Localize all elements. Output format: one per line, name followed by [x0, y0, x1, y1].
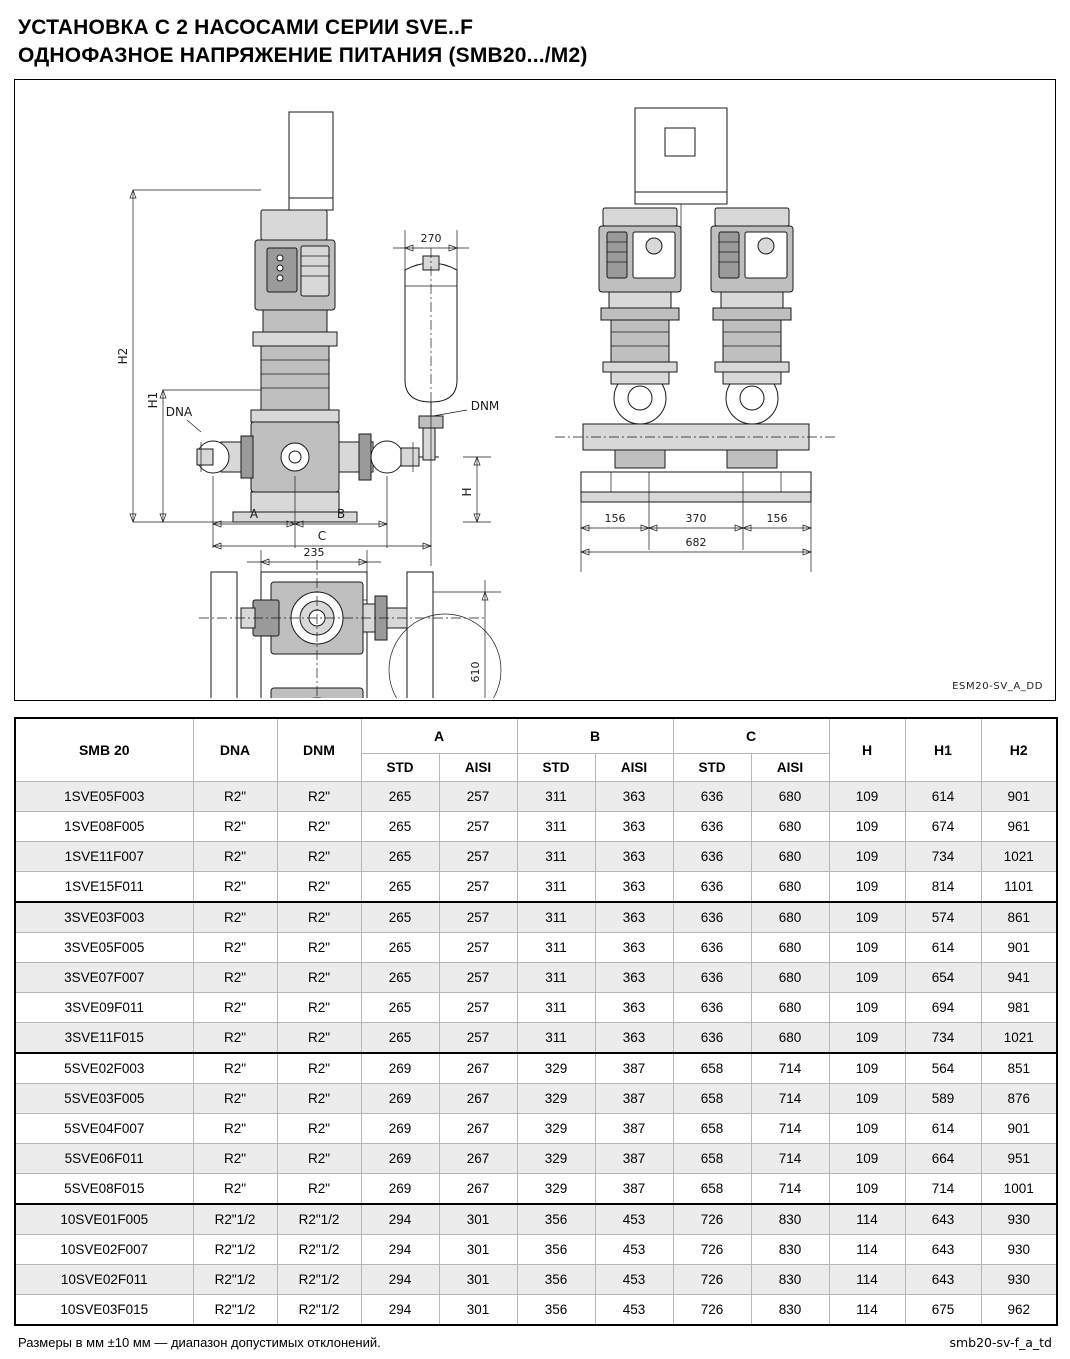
cell-dna: R2" — [193, 902, 277, 933]
cell-model: 10SVE02F011 — [15, 1265, 193, 1295]
cell-c_std: 658 — [673, 1053, 751, 1084]
cell-model: 3SVE07F007 — [15, 963, 193, 993]
cell-b_std: 329 — [517, 1114, 595, 1144]
cell-c_std: 636 — [673, 842, 751, 872]
table-row — [15, 1265, 1057, 1295]
cell-h2: 930 — [981, 1265, 1057, 1295]
cell-a_aisi: 257 — [439, 782, 517, 812]
cell-model: 1SVE11F007 — [15, 842, 193, 872]
cell-c_std: 636 — [673, 993, 751, 1023]
technical-drawing — [14, 79, 1056, 701]
cell-h2: 1021 — [981, 1023, 1057, 1054]
cell-a_aisi: 267 — [439, 1114, 517, 1144]
cell-model: 5SVE04F007 — [15, 1114, 193, 1144]
cell-c_std: 726 — [673, 1204, 751, 1235]
cell-b_std: 356 — [517, 1265, 595, 1295]
cell-c_std: 726 — [673, 1265, 751, 1295]
cell-a_std: 265 — [361, 963, 439, 993]
cell-a_std: 294 — [361, 1295, 439, 1326]
cell-dnm: R2" — [277, 1114, 361, 1144]
dim-base-total: 682 — [685, 536, 707, 550]
cell-c_std: 636 — [673, 872, 751, 903]
th-c-std: STD — [673, 754, 751, 782]
cell-b_aisi: 363 — [595, 902, 673, 933]
table-row — [15, 782, 1057, 812]
cell-dnm: R2" — [277, 993, 361, 1023]
label-dnm: DNM — [470, 399, 500, 414]
th-h2: H2 — [981, 718, 1057, 782]
label-dna: DNA — [165, 405, 193, 420]
cell-c_std: 658 — [673, 1174, 751, 1205]
table-row — [15, 1144, 1057, 1174]
cell-b_std: 356 — [517, 1235, 595, 1265]
th-a: A — [361, 718, 517, 754]
cell-dna: R2" — [193, 993, 277, 1023]
dimensions-table — [14, 717, 1058, 1326]
table-row — [15, 842, 1057, 872]
cell-b_std: 311 — [517, 933, 595, 963]
cell-h1: 814 — [905, 872, 981, 903]
cell-c_std: 658 — [673, 1084, 751, 1114]
cell-model: 3SVE05F005 — [15, 933, 193, 963]
cell-dna: R2" — [193, 1053, 277, 1084]
cell-dnm: R2" — [277, 782, 361, 812]
cell-dna: R2" — [193, 1174, 277, 1205]
cell-b_std: 329 — [517, 1084, 595, 1114]
cell-h: 109 — [829, 1053, 905, 1084]
cell-dnm: R2" — [277, 933, 361, 963]
cell-c_aisi: 680 — [751, 993, 829, 1023]
cell-a_std: 294 — [361, 1235, 439, 1265]
cell-c_std: 636 — [673, 812, 751, 842]
cell-model: 5SVE06F011 — [15, 1144, 193, 1174]
cell-b_aisi: 363 — [595, 963, 673, 993]
cell-c_aisi: 680 — [751, 812, 829, 842]
th-h1: H1 — [905, 718, 981, 782]
cell-a_std: 265 — [361, 902, 439, 933]
cell-h1: 614 — [905, 933, 981, 963]
cell-dnm: R2"1/2 — [277, 1204, 361, 1235]
cell-h1: 734 — [905, 1023, 981, 1054]
cell-c_aisi: 714 — [751, 1144, 829, 1174]
cell-model: 1SVE05F003 — [15, 782, 193, 812]
cell-a_aisi: 267 — [439, 1053, 517, 1084]
table-row — [15, 993, 1057, 1023]
cell-b_aisi: 363 — [595, 993, 673, 1023]
cell-h2: 851 — [981, 1053, 1057, 1084]
cell-dnm: R2" — [277, 1174, 361, 1205]
cell-b_std: 329 — [517, 1053, 595, 1084]
cell-dna: R2" — [193, 1144, 277, 1174]
cell-h: 114 — [829, 1265, 905, 1295]
cell-b_std: 311 — [517, 1023, 595, 1054]
cell-a_aisi: 267 — [439, 1084, 517, 1114]
cell-h2: 930 — [981, 1204, 1057, 1235]
cell-a_std: 265 — [361, 872, 439, 903]
cell-b_std: 311 — [517, 812, 595, 842]
cell-dna: R2"1/2 — [193, 1235, 277, 1265]
cell-a_aisi: 257 — [439, 842, 517, 872]
cell-h: 109 — [829, 963, 905, 993]
cell-b_aisi: 387 — [595, 1174, 673, 1205]
dim-tank-width: 270 — [420, 232, 442, 246]
dim-base-right: 156 — [766, 512, 788, 526]
cell-c_aisi: 680 — [751, 963, 829, 993]
cell-h1: 574 — [905, 902, 981, 933]
cell-a_aisi: 257 — [439, 933, 517, 963]
cell-h2: 981 — [981, 993, 1057, 1023]
cell-dnm: R2" — [277, 812, 361, 842]
front-view-group — [555, 108, 835, 572]
cell-c_aisi: 680 — [751, 842, 829, 872]
cell-model: 3SVE09F011 — [15, 993, 193, 1023]
dim-h2-label: H2 — [116, 348, 130, 365]
cell-h2: 1001 — [981, 1174, 1057, 1205]
cell-dna: R2" — [193, 812, 277, 842]
th-h: H — [829, 718, 905, 782]
cell-a_aisi: 301 — [439, 1295, 517, 1326]
cell-dna: R2" — [193, 1084, 277, 1114]
cell-c_std: 636 — [673, 933, 751, 963]
cell-c_aisi: 680 — [751, 902, 829, 933]
dimensions-table-wrap — [14, 717, 1056, 1326]
cell-c_aisi: 714 — [751, 1084, 829, 1114]
cell-h2: 861 — [981, 902, 1057, 933]
cell-a_std: 294 — [361, 1265, 439, 1295]
table-row — [15, 933, 1057, 963]
table-row — [15, 1295, 1057, 1326]
cell-model: 5SVE03F005 — [15, 1084, 193, 1114]
cell-model: 1SVE15F011 — [15, 872, 193, 903]
cell-a_std: 265 — [361, 1023, 439, 1054]
cell-h: 109 — [829, 1144, 905, 1174]
cell-h2: 901 — [981, 933, 1057, 963]
th-b: B — [517, 718, 673, 754]
th-a-std: STD — [361, 754, 439, 782]
cell-model: 10SVE02F007 — [15, 1235, 193, 1265]
cell-b_aisi: 387 — [595, 1053, 673, 1084]
cell-dna: R2"1/2 — [193, 1204, 277, 1235]
cell-h: 109 — [829, 1174, 905, 1205]
cell-dna: R2" — [193, 782, 277, 812]
table-row — [15, 902, 1057, 933]
cell-dnm: R2"1/2 — [277, 1235, 361, 1265]
cell-h: 109 — [829, 993, 905, 1023]
cell-a_std: 269 — [361, 1114, 439, 1144]
cell-h: 109 — [829, 872, 905, 903]
table-row — [15, 812, 1057, 842]
cell-c_aisi: 830 — [751, 1235, 829, 1265]
cell-a_aisi: 257 — [439, 993, 517, 1023]
cell-h1: 734 — [905, 842, 981, 872]
plan-view-group — [199, 546, 501, 698]
cell-h: 114 — [829, 1235, 905, 1265]
cell-b_aisi: 453 — [595, 1235, 673, 1265]
cell-a_aisi: 257 — [439, 902, 517, 933]
cell-dnm: R2" — [277, 902, 361, 933]
footer-note: Размеры в мм ±10 мм — диапазон допустимых отклонений. — [18, 1335, 381, 1351]
cell-c_aisi: 680 — [751, 1023, 829, 1054]
footer-code: smb20-sv-f_a_td — [949, 1335, 1052, 1351]
cell-dnm: R2" — [277, 1023, 361, 1054]
table-row — [15, 1204, 1057, 1235]
cell-a_std: 265 — [361, 933, 439, 963]
cell-a_aisi: 301 — [439, 1265, 517, 1295]
dim-front-height: 610 — [469, 661, 482, 683]
table-row — [15, 963, 1057, 993]
cell-a_std: 269 — [361, 1174, 439, 1205]
cell-a_aisi: 257 — [439, 812, 517, 842]
cell-dnm: R2" — [277, 963, 361, 993]
cell-h: 114 — [829, 1295, 905, 1326]
th-dna: DNA — [193, 718, 277, 782]
cell-a_std: 269 — [361, 1053, 439, 1084]
table-row — [15, 1023, 1057, 1054]
cell-h: 109 — [829, 1084, 905, 1114]
cell-c_aisi: 680 — [751, 933, 829, 963]
cell-h1: 714 — [905, 1174, 981, 1205]
cell-b_aisi: 387 — [595, 1084, 673, 1114]
th-a-aisi: AISI — [439, 754, 517, 782]
dim-base-left: 156 — [604, 512, 626, 526]
cell-h: 114 — [829, 1204, 905, 1235]
cell-a_std: 265 — [361, 782, 439, 812]
side-view-group — [116, 112, 499, 566]
cell-a_std: 265 — [361, 842, 439, 872]
cell-c_aisi: 830 — [751, 1295, 829, 1326]
cell-c_std: 636 — [673, 1023, 751, 1054]
cell-h: 109 — [829, 842, 905, 872]
cell-h1: 589 — [905, 1084, 981, 1114]
cell-dnm: R2"1/2 — [277, 1265, 361, 1295]
cell-h2: 1021 — [981, 842, 1057, 872]
cell-model: 1SVE08F005 — [15, 812, 193, 842]
cell-dna: R2" — [193, 963, 277, 993]
footer — [14, 1335, 1056, 1350]
cell-c_aisi: 830 — [751, 1204, 829, 1235]
cell-h: 109 — [829, 933, 905, 963]
cell-h: 109 — [829, 1114, 905, 1144]
table-row — [15, 1084, 1057, 1114]
cell-b_aisi: 363 — [595, 782, 673, 812]
cell-h1: 564 — [905, 1053, 981, 1084]
cell-dna: R2" — [193, 1114, 277, 1144]
cell-dna: R2" — [193, 872, 277, 903]
cell-h: 109 — [829, 902, 905, 933]
dim-h1-label: H1 — [146, 392, 160, 409]
cell-h2: 961 — [981, 812, 1057, 842]
dim-c-label: C — [317, 529, 327, 544]
cell-h: 109 — [829, 782, 905, 812]
cell-b_aisi: 363 — [595, 872, 673, 903]
cell-h2: 930 — [981, 1235, 1057, 1265]
cell-b_aisi: 363 — [595, 933, 673, 963]
cell-a_aisi: 257 — [439, 872, 517, 903]
drawing-svg — [15, 80, 1055, 698]
cell-b_std: 311 — [517, 842, 595, 872]
cell-dna: R2"1/2 — [193, 1295, 277, 1326]
th-dnm: DNM — [277, 718, 361, 782]
cell-b_std: 311 — [517, 902, 595, 933]
table-row — [15, 1235, 1057, 1265]
cell-h: 109 — [829, 1023, 905, 1054]
cell-c_aisi: 830 — [751, 1265, 829, 1295]
cell-c_std: 726 — [673, 1235, 751, 1265]
cell-h2: 876 — [981, 1084, 1057, 1114]
th-c: C — [673, 718, 829, 754]
cell-model: 5SVE08F015 — [15, 1174, 193, 1205]
cell-b_std: 329 — [517, 1174, 595, 1205]
dim-base-mid: 370 — [685, 512, 707, 526]
cell-b_std: 356 — [517, 1204, 595, 1235]
cell-a_aisi: 267 — [439, 1144, 517, 1174]
cell-a_std: 294 — [361, 1204, 439, 1235]
cell-a_std: 265 — [361, 993, 439, 1023]
cell-b_std: 311 — [517, 782, 595, 812]
cell-model: 5SVE02F003 — [15, 1053, 193, 1084]
th-b-std: STD — [517, 754, 595, 782]
cell-h2: 941 — [981, 963, 1057, 993]
cell-dna: R2" — [193, 842, 277, 872]
cell-dnm: R2" — [277, 872, 361, 903]
cell-c_std: 658 — [673, 1114, 751, 1144]
cell-h1: 643 — [905, 1204, 981, 1235]
cell-b_std: 311 — [517, 963, 595, 993]
cell-a_std: 265 — [361, 812, 439, 842]
cell-dnm: R2" — [277, 842, 361, 872]
cell-b_aisi: 363 — [595, 1023, 673, 1054]
dim-b-label: B — [336, 507, 346, 522]
cell-h1: 674 — [905, 812, 981, 842]
cell-c_std: 636 — [673, 782, 751, 812]
dim-a-label: A — [249, 507, 259, 522]
title-line-2: ОДНОФАЗНОЕ НАПРЯЖЕНИЕ ПИТАНИЯ (SMB20.../M2) — [18, 43, 588, 67]
cell-c_aisi: 714 — [751, 1053, 829, 1084]
cell-a_aisi: 267 — [439, 1174, 517, 1205]
cell-h1: 643 — [905, 1235, 981, 1265]
cell-c_std: 726 — [673, 1295, 751, 1326]
cell-h1: 643 — [905, 1265, 981, 1295]
cell-c_std: 636 — [673, 902, 751, 933]
cell-h1: 664 — [905, 1144, 981, 1174]
cell-model: 10SVE01F005 — [15, 1204, 193, 1235]
th-c-aisi: AISI — [751, 754, 829, 782]
dim-h-label: H — [460, 487, 474, 497]
table-body — [15, 782, 1057, 1326]
cell-a_aisi: 301 — [439, 1235, 517, 1265]
cell-b_std: 356 — [517, 1295, 595, 1326]
cell-c_std: 658 — [673, 1144, 751, 1174]
cell-h2: 901 — [981, 782, 1057, 812]
cell-h2: 962 — [981, 1295, 1057, 1326]
cell-b_aisi: 453 — [595, 1265, 673, 1295]
dim-depth: 235 — [303, 546, 325, 560]
cell-b_std: 311 — [517, 993, 595, 1023]
drawing-code: ESM20-SV_A_DD — [952, 681, 1043, 693]
table-row — [15, 872, 1057, 903]
cell-b_std: 329 — [517, 1144, 595, 1174]
page-title — [14, 0, 1056, 69]
cell-model: 3SVE11F015 — [15, 1023, 193, 1054]
cell-b_aisi: 387 — [595, 1114, 673, 1144]
cell-a_aisi: 257 — [439, 963, 517, 993]
cell-model: 10SVE03F015 — [15, 1295, 193, 1326]
th-b-aisi: AISI — [595, 754, 673, 782]
cell-b_aisi: 363 — [595, 842, 673, 872]
cell-b_aisi: 453 — [595, 1295, 673, 1326]
cell-a_aisi: 301 — [439, 1204, 517, 1235]
cell-b_aisi: 363 — [595, 812, 673, 842]
cell-dnm: R2" — [277, 1144, 361, 1174]
cell-c_aisi: 680 — [751, 782, 829, 812]
table-row — [15, 1114, 1057, 1144]
cell-dna: R2" — [193, 1023, 277, 1054]
cell-c_aisi: 680 — [751, 872, 829, 903]
cell-h: 109 — [829, 812, 905, 842]
cell-a_aisi: 257 — [439, 1023, 517, 1054]
th-model: SMB 20 — [15, 718, 193, 782]
cell-h2: 1101 — [981, 872, 1057, 903]
cell-dnm: R2"1/2 — [277, 1295, 361, 1326]
cell-b_aisi: 387 — [595, 1144, 673, 1174]
cell-h1: 654 — [905, 963, 981, 993]
cell-a_std: 269 — [361, 1084, 439, 1114]
cell-b_aisi: 453 — [595, 1204, 673, 1235]
cell-dna: R2"1/2 — [193, 1265, 277, 1295]
table-row — [15, 1053, 1057, 1084]
cell-c_aisi: 714 — [751, 1114, 829, 1144]
cell-b_std: 311 — [517, 872, 595, 903]
table-head — [15, 718, 1057, 782]
cell-h2: 951 — [981, 1144, 1057, 1174]
cell-h2: 901 — [981, 1114, 1057, 1144]
cell-model: 3SVE03F003 — [15, 902, 193, 933]
table-row — [15, 1174, 1057, 1205]
cell-h1: 675 — [905, 1295, 981, 1326]
cell-dna: R2" — [193, 933, 277, 963]
cell-c_std: 636 — [673, 963, 751, 993]
cell-dnm: R2" — [277, 1053, 361, 1084]
cell-h1: 694 — [905, 993, 981, 1023]
cell-dnm: R2" — [277, 1084, 361, 1114]
cell-h1: 614 — [905, 782, 981, 812]
cell-h1: 614 — [905, 1114, 981, 1144]
cell-a_std: 269 — [361, 1144, 439, 1174]
title-line-1: УСТАНОВКА С 2 НАСОСАМИ СЕРИИ SVE..F — [18, 16, 474, 39]
cell-c_aisi: 714 — [751, 1174, 829, 1205]
